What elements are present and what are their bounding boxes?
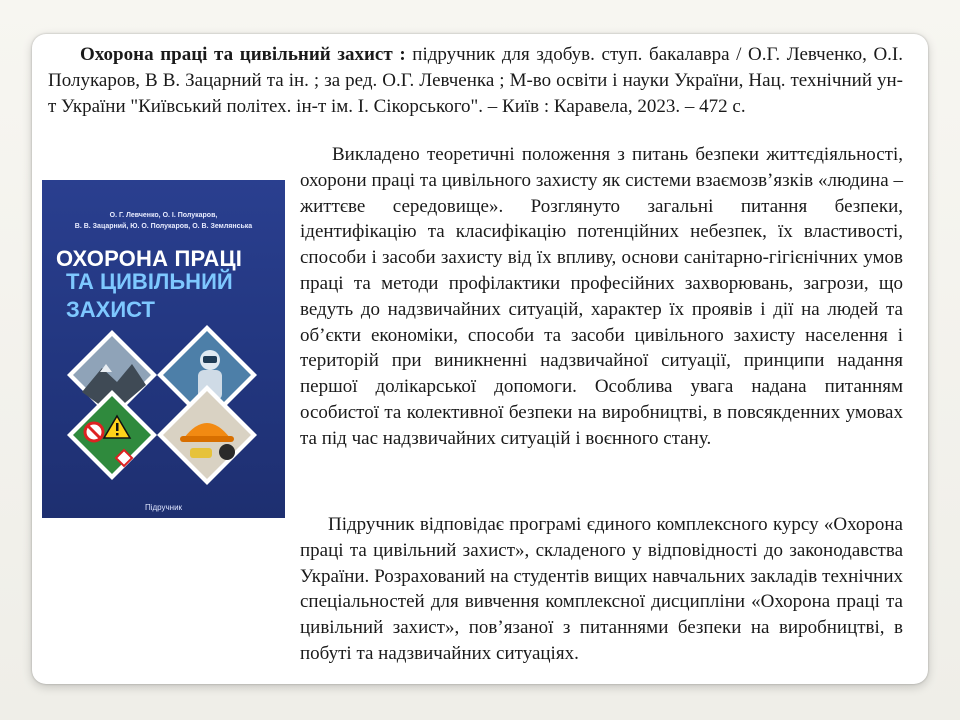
cover-title-line-2: ТА ЦИВІЛЬНИЙ ЗАХИСТ [66, 269, 233, 322]
cover-authors-line-2: В. В. Зацарний, Ю. О. Полукаров, О. В. Землянська [74, 223, 253, 230]
citation-details: підручник для здобув. ступ. бакалавра / О.Г. Левченко, О.І. Полукаров, В В. Зацарний та ін. ; за ред. О.Г. Левченка ; М-во освіти і науки України, Нац. технічний ун-т України "Київський політех. ін-т ім. І. Сікорського". – Київ : Каравела, 2023. – 472 с. [48, 44, 903, 117]
book-cover [42, 180, 285, 518]
description-paragraph-2: Підручник відповідає програмі єдиного комплексного курсу «Охорона праці та цивільний захист», складеного у відповідності до законодавства України. Розрахований на студентів вищих навчальних закладів технічних спеціальностей для вивчення комплексної дисципліни «Охорона праці та цивільний захист», пов’язаної з питаннями безпеки на виробництві, в побуті та надзвичайних ситуаціях. [300, 514, 903, 664]
description-paragraph-1: Викладено теоретичні положення з питань безпеки життєдіяльності, охорони праці та цивільного захисту як системи взаємозв’язків «людина – життєве середовище». Розглянуто загальні питання безпеки, ідентифікацію та класифікацію потенційних небезпек, їх властивості, способи і засоби захисту від їх впливу, основи санітарно-гігієнічних умов праці та методи профілактики професійних захворювань, загрози, що ведуть до надзвичайних ситуацій, характер їх проявів і дії на людей та об’єкти економіки, способи та засоби цивільного захисту населення і територій при виникненні надзвичайної ситуації, принципи надання першої долікарської допомоги. Особлива увага надана питанням особистої та колективної безпеки на виробництві, в повсякденних умовах та під час надзвичайних ситуацій і воєнного стану. [300, 144, 903, 449]
hard-hat-diamond [157, 385, 257, 485]
book-title: Охорона праці та цивільний захист : [80, 44, 406, 65]
cover-authors-line-1: О. Г. Левченко, О. І. Полукаров, [109, 212, 218, 219]
warning-signs-diamond [67, 390, 157, 480]
cover-title-line-1: ОХОРОНА ПРАЦІ [56, 246, 243, 271]
cover-safety-collage [62, 320, 267, 490]
cover-authors [52, 210, 275, 232]
cover-label: Підручник [144, 503, 183, 512]
bibliographic-citation [48, 42, 903, 120]
